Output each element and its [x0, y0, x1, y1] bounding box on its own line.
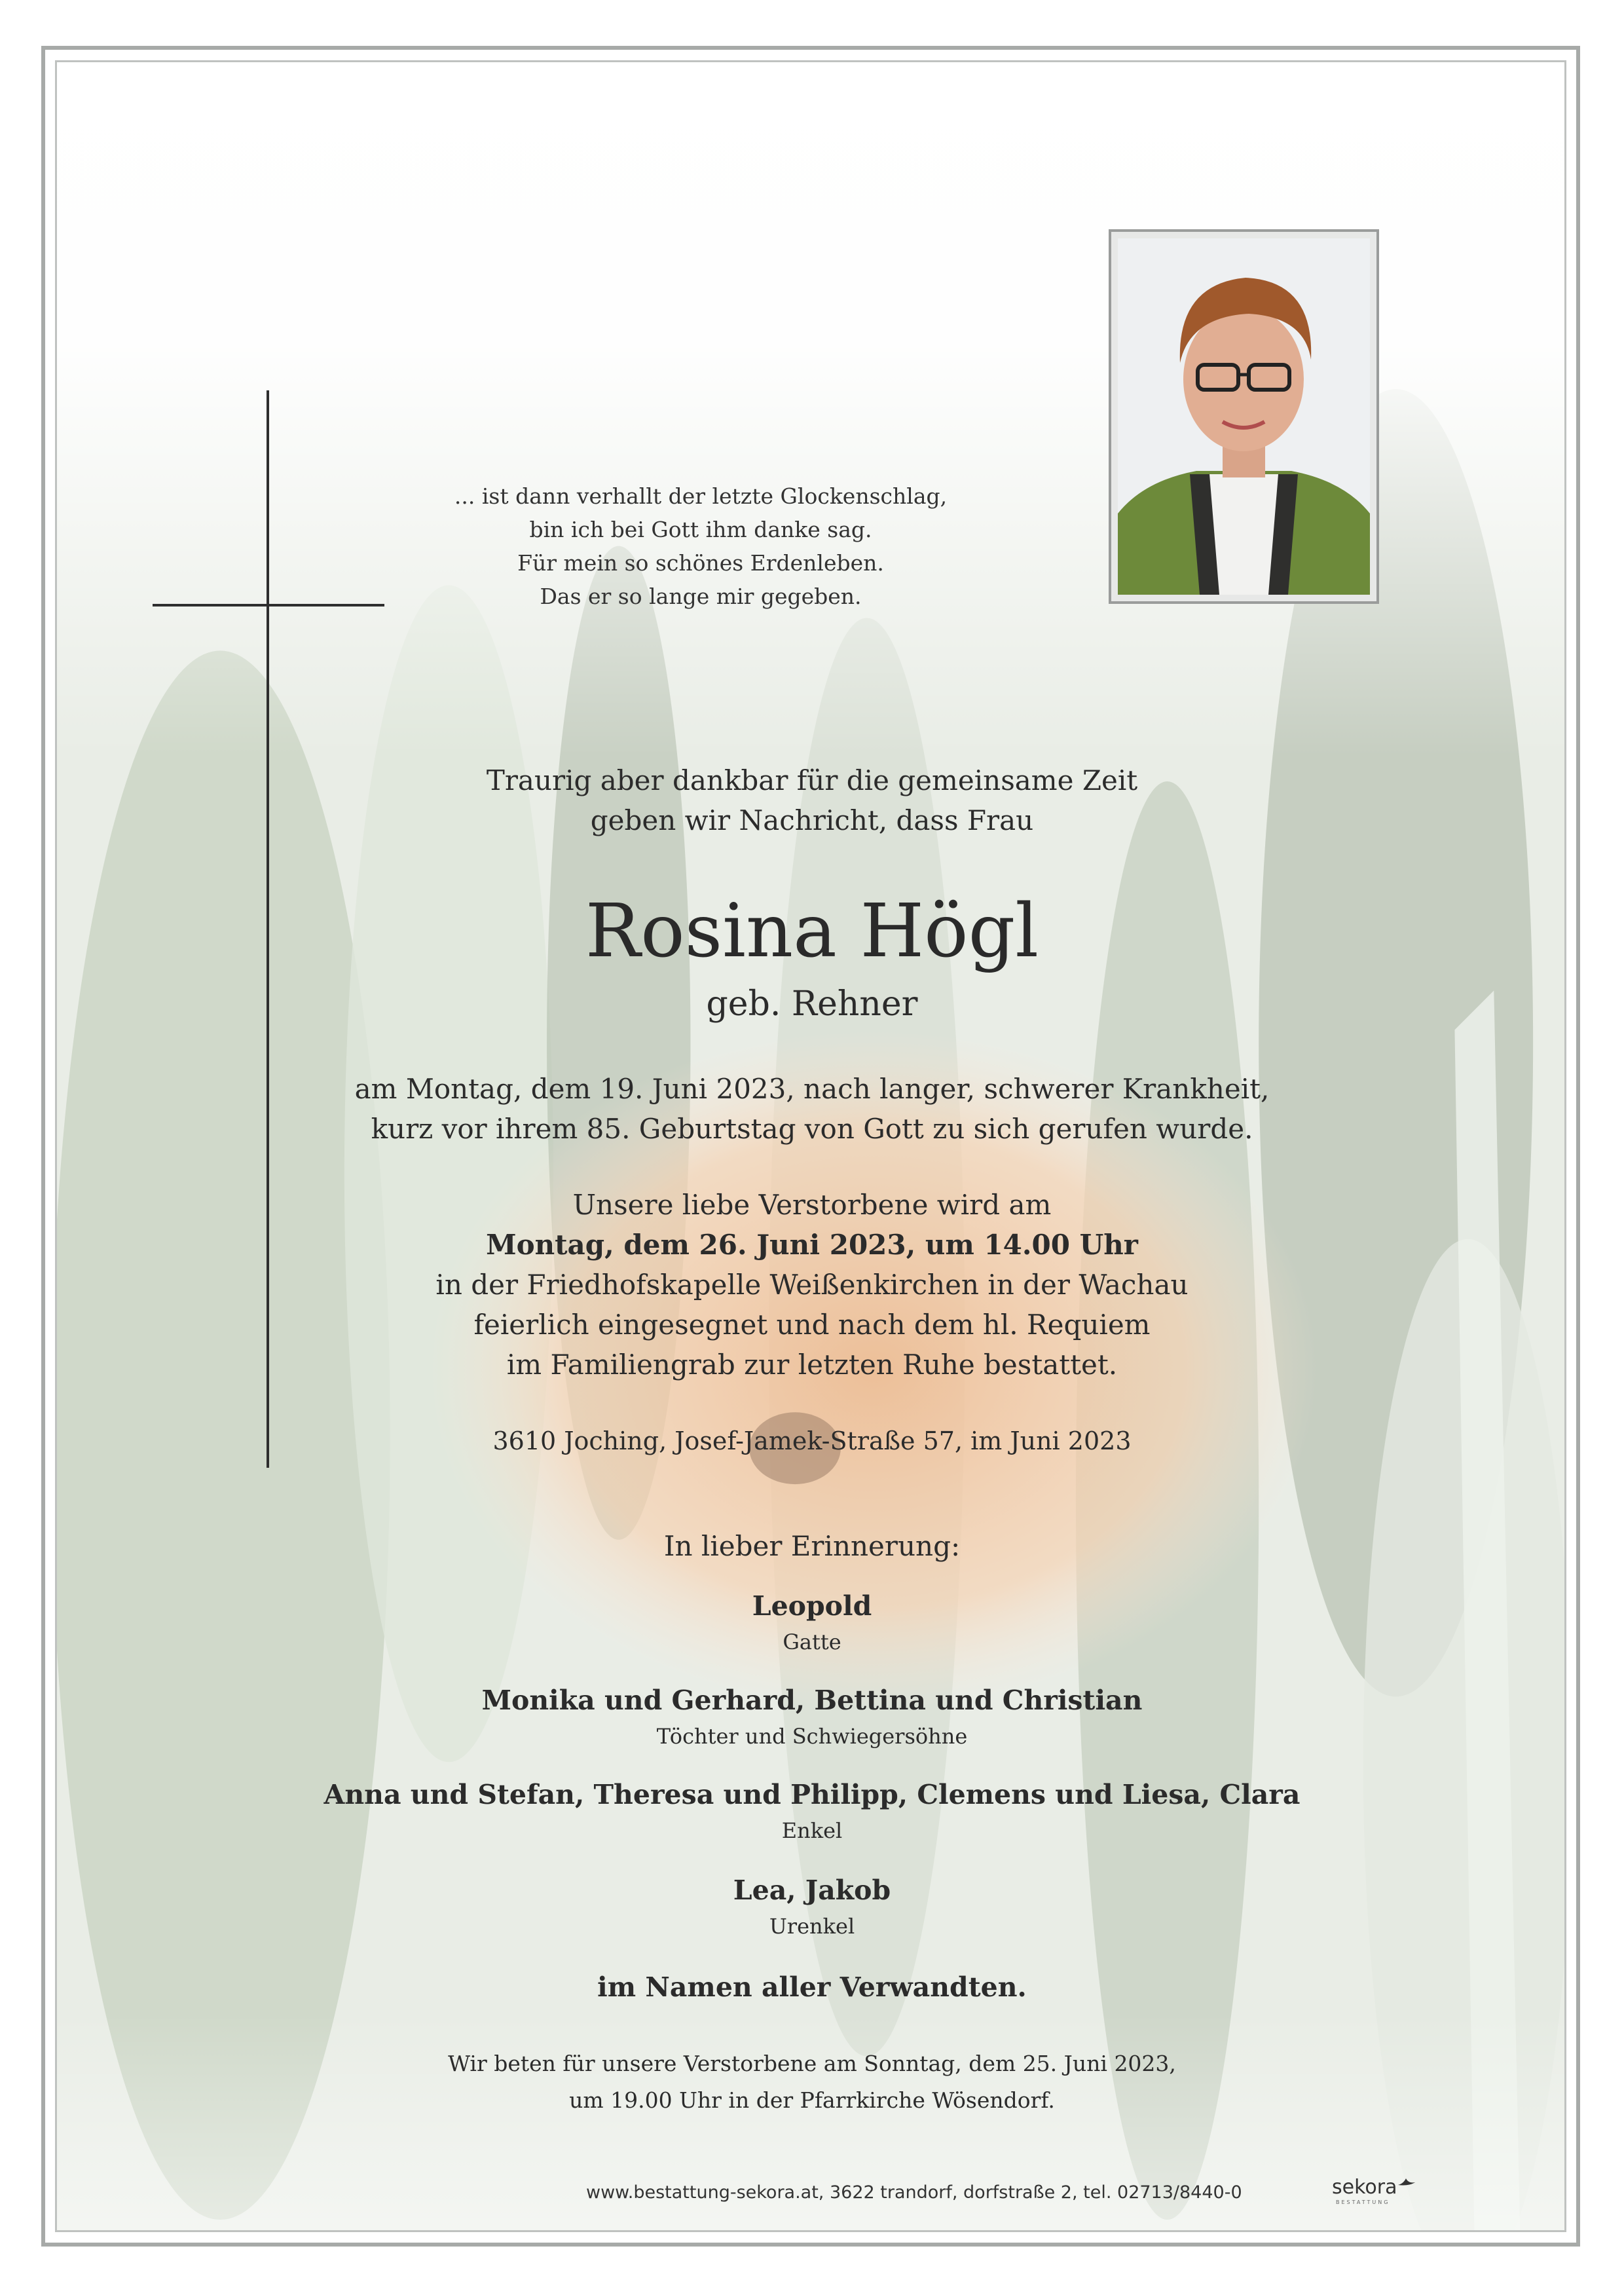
portrait-frame: [1109, 229, 1379, 604]
logo-tagline: BESTATTUNG: [1336, 2199, 1390, 2205]
cross-horizontal-bar: [153, 604, 384, 606]
prayer-line-2: um 19.00 Uhr in der Pfarrkirche Wösendorf.: [569, 2087, 1055, 2113]
mourner-relation: Enkel: [781, 1818, 843, 1843]
logo-wordmark: sekora: [1332, 2176, 1397, 2199]
mourner-relation: Töchter und Schwiegersöhne: [656, 1724, 968, 1749]
funeral-line-3: in der Friedhofskapelle Weißenkirchen in der Wachau: [435, 1269, 1189, 1301]
death-line-2: kurz vor ihrem 85. Geburtstag von Gott zu sich gerufen wurde.: [371, 1113, 1253, 1145]
funeral-line-1: Unsere liebe Verstorbene wird am: [572, 1189, 1052, 1221]
birth-name: geb. Rehner: [706, 984, 918, 1024]
bird-icon: [1397, 2176, 1416, 2190]
sekora-logo: [1332, 2176, 1416, 2199]
place-and-date: 3610 Joching, Josef-Jamek-Straße 57, im Juni 2023: [492, 1427, 1132, 1455]
mourner-names: Anna und Stefan, Theresa und Philipp, Clemens und Liesa, Clara: [323, 1779, 1301, 1810]
poem-line: ... ist dann verhallt der letzte Glockenschlag,: [454, 483, 948, 509]
mourner-names: Leopold: [752, 1590, 872, 1622]
footer-contact: www.bestattung-sekora.at, 3622 trandorf, dorfstraße 2, tel. 02713/8440-0: [586, 2182, 1242, 2203]
funeral-line-4: feierlich eingesegnet und nach dem hl. Requiem: [473, 1309, 1151, 1341]
mourner-relation: Urenkel: [769, 1914, 855, 1939]
mourner-names: Lea, Jakob: [733, 1875, 891, 1906]
poem-line: Für mein so schönes Erdenleben.: [517, 550, 884, 576]
mourner-names: Monika und Gerhard, Bettina und Christian: [481, 1685, 1143, 1716]
intro-line-2: geben wir Nachricht, dass Frau: [590, 804, 1034, 836]
portrait-photo: [1118, 238, 1370, 595]
deceased-name: Rosina Högl: [585, 889, 1039, 974]
poem-line: Das er so lange mir gegeben.: [540, 584, 862, 609]
relatives-line: im Namen aller Verwandten.: [597, 1971, 1027, 2003]
death-line-1: am Montag, dem 19. Juni 2023, nach langer, schwerer Krankheit,: [354, 1073, 1270, 1105]
portrait-illustration: [1118, 238, 1370, 595]
prayer-line-1: Wir beten für unsere Verstorbene am Sonntag, dem 25. Juni 2023,: [448, 2051, 1176, 2076]
intro-line-1: Traurig aber dankbar für die gemeinsame Zeit: [486, 764, 1138, 796]
funeral-line-5: im Familiengrab zur letzten Ruhe bestattet.: [506, 1349, 1118, 1381]
funeral-datetime: Montag, dem 26. Juni 2023, um 14.00 Uhr: [486, 1229, 1138, 1261]
memorial-poem: [406, 479, 995, 613]
memory-heading: In lieber Erinnerung:: [663, 1530, 961, 1562]
mourner-relation: Gatte: [783, 1630, 841, 1654]
poem-line: bin ich bei Gott ihm danke sag.: [529, 517, 872, 542]
